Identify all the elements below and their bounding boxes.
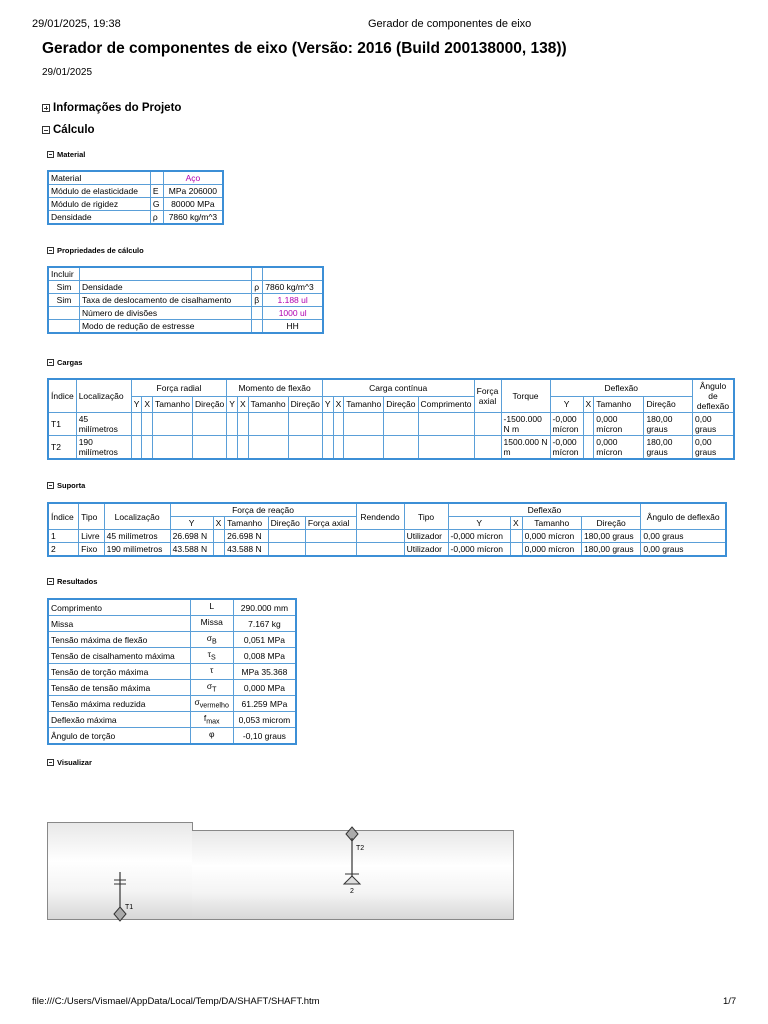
row-location: 45 milímetros [104,530,170,543]
col-continuous-load: Carga contínua [322,379,474,396]
row-value: MPa 35.368 [233,664,296,680]
subscript: S [211,653,216,662]
symbol: f [203,713,207,724]
col-x: X [333,396,344,412]
section-calculation-label: Cálculo [53,124,95,136]
col-deflection-angle: Ângulo de deflexão [641,503,726,530]
row-value: -0,10 graus [233,728,296,745]
col-type: Tipo [404,503,448,530]
col-x: X [237,396,248,412]
row-value: 80000 MPa [163,198,223,211]
col-size: Tamanho [153,396,193,412]
row-type2: Utilizador [404,543,448,557]
row-value: 1.188 ul [263,294,323,307]
row-value: Aço [163,171,223,185]
row-label: Ângulo de torção [48,728,190,745]
col-direction: Direção [384,396,418,412]
row-deflection-y: -0,000 mícron [448,530,510,543]
row-value: 0,053 microm [233,712,296,728]
print-footer-path: file:///C:/Users/Vismael/AppData/Local/Temp/DA/SHAFT/SHAFT.htm [32,996,320,1007]
row-value: 7860 kg/m^3 [263,281,323,294]
col-reaction-force: Força de reação [170,503,356,517]
row-include: Sim [48,281,79,294]
symbol: σ [206,633,212,644]
row-deflection-size: 0,000 mícron [594,413,644,436]
subscript: vermelho [199,701,229,710]
torque-marker-t2[interactable] [345,827,359,880]
col-radial-force: Força radial [131,379,227,396]
row-label: Densidade [79,281,251,294]
col-deflection-angle: Ângulo de deflexão [693,379,735,413]
row-label: Densidade [48,211,150,225]
row-label: Taxa de deslocamento de cisalhamento [79,294,251,307]
row-label: Módulo de elasticidade [48,185,150,198]
symbol: L [209,601,215,612]
row-index: 1 [48,530,79,543]
section-project-info-label: Informações do Projeto [53,102,182,114]
col-direction: Direção [644,396,693,412]
col-y: Y [131,396,142,412]
row-deflection-y: -0,000 mícron [550,436,583,460]
col-location: Localização [104,503,170,530]
print-datetime: 29/01/2025, 19:38 [32,18,121,30]
col-size: Tamanho [594,396,644,412]
row-type: Fixo [79,543,104,557]
row-type2: Utilizador [404,530,448,543]
row-symbol: ρ [150,211,163,225]
row-deflection-direction: 180,00 graus [581,543,640,557]
row-location: 190 milímetros [76,436,131,460]
row-torque: 1500.000 N m [501,436,550,460]
subsection-visualize-label: Visualizar [57,758,92,767]
col-y: Y [227,396,238,412]
subsection-loads-label: Cargas [57,358,83,367]
support-marker-2[interactable] [344,876,360,884]
col-torque: Torque [501,379,550,413]
col-size: Tamanho [522,517,581,530]
row-deflection-direction: 180,00 graus [581,530,640,543]
print-footer-page: 1/7 [723,996,737,1007]
col-size: Tamanho [225,517,268,530]
col-direction: Direção [288,396,322,412]
col-yielding: Rendendo [356,503,404,530]
row-deflection-direction: 180,00 graus [644,413,693,436]
col-y: Y [550,396,583,412]
row-value: MPa 206000 [163,185,223,198]
col-y: Y [170,517,213,530]
row-deflection-size: 0,000 mícron [522,543,581,557]
subsection-material-label: Material [57,150,86,159]
document-title: Gerador de componentes de eixo (Versão: 2016 (Build 200138000, 138)) [42,40,567,57]
torque-marker-t1[interactable] [114,872,126,921]
row-value: 0,000 MPa [233,680,296,696]
support-label-2: 2 [350,888,354,895]
subscript: B [211,637,217,646]
row-value: HH [263,320,323,334]
col-deflection: Deflexão [448,503,641,517]
row-value: 1000 ul [263,307,323,320]
row-torque: -1500.000 N m [501,413,550,436]
print-title: Gerador de componentes de eixo [368,18,532,30]
row-reaction-y: 43.588 N [170,543,213,557]
row-label: Tensão de tensão máxima [48,680,190,696]
col-x: X [142,396,153,412]
col-type: Tipo [79,503,104,530]
col-x: X [583,396,594,412]
col-x: X [213,517,225,530]
subsection-supports-label: Suporta [57,481,86,490]
row-deflection-size: 0,000 mícron [594,436,644,460]
row-label: Material [48,171,150,185]
col-size: Tamanho [248,396,288,412]
symbol: σ [206,681,213,692]
row-label: Tensão máxima reduzida [48,696,190,712]
row-reaction-size: 26.698 N [225,530,268,543]
col-x: X [510,517,522,530]
row-label: Missa [48,616,190,632]
row-index: T1 [48,413,76,436]
row-value: 0,051 MPa [233,632,296,648]
subscript: max [206,717,220,726]
row-angle: 0,00 graus [641,543,726,557]
row-angle: 0,00 graus [693,436,735,460]
row-location: 45 milímetros [76,413,131,436]
row-label: Tensão de torção máxima [48,664,190,680]
row-reaction-size: 43.588 N [225,543,268,557]
col-direction: Direção [268,517,305,530]
subscript: T [212,685,217,694]
row-location: 190 milímetros [104,543,170,557]
col-location: Localização [76,379,131,413]
row-type: Livre [79,530,104,543]
row-symbol: ρ [252,281,263,294]
symbol: φ [208,729,215,740]
row-label: Tensão máxima de flexão [48,632,190,648]
subsection-calc-properties-label: Propriedades de cálculo [57,246,144,255]
row-value: 7.167 kg [233,616,296,632]
row-include: Sim [48,294,79,307]
row-deflection-y: -0,000 mícron [550,413,583,436]
col-index: Índice [48,379,76,413]
row-angle: 0,00 graus [641,530,726,543]
col-size: Tamanho [344,396,384,412]
col-axial-force: Força axial [474,379,501,413]
row-reaction-y: 26.698 N [170,530,213,543]
row-value: 0,008 MPa [233,648,296,664]
col-direction: Direção [193,396,227,412]
row-label: Número de divisões [79,307,251,320]
document-date: 29/01/2025 [42,67,93,78]
col-length: Comprimento [418,396,474,412]
torque-label-t1: T1 [125,904,134,911]
row-value: 61.259 MPa [233,696,296,712]
row-label: Tensão de cisalhamento máxima [48,648,190,664]
symbol: Missa [200,617,223,628]
row-deflection-size: 0,000 mícron [522,530,581,543]
symbol: τ [210,665,214,676]
include-header: Incluir [48,267,79,281]
symbol: τ [207,649,212,660]
symbol: σ [194,697,200,708]
col-axial-force: Força axial [305,517,356,530]
row-deflection-direction: 180,00 graus [644,436,693,460]
col-y: Y [448,517,510,530]
col-bending-moment: Momento de flexão [227,379,323,396]
col-y: Y [322,396,333,412]
torque-label-t2: T2 [356,845,365,852]
row-index: T2 [48,436,76,460]
row-label: Modo de redução de estresse [79,320,251,334]
row-symbol: G [150,198,163,211]
row-value: 290.000 mm [233,599,296,616]
col-direction: Direção [581,517,640,530]
row-value: 7860 kg/m^3 [163,211,223,225]
row-label: Comprimento [48,599,190,616]
row-label: Módulo de rigidez [48,198,150,211]
row-angle: 0,00 graus [693,413,735,436]
row-label: Deflexão máxima [48,712,190,728]
col-deflection: Deflexão [550,379,692,396]
row-symbol: β [252,294,263,307]
row-deflection-y: -0,000 mícron [448,543,510,557]
subsection-results-label: Resultados [57,577,98,586]
row-index: 2 [48,543,79,557]
col-index: Índice [48,503,79,530]
row-symbol: E [150,185,163,198]
